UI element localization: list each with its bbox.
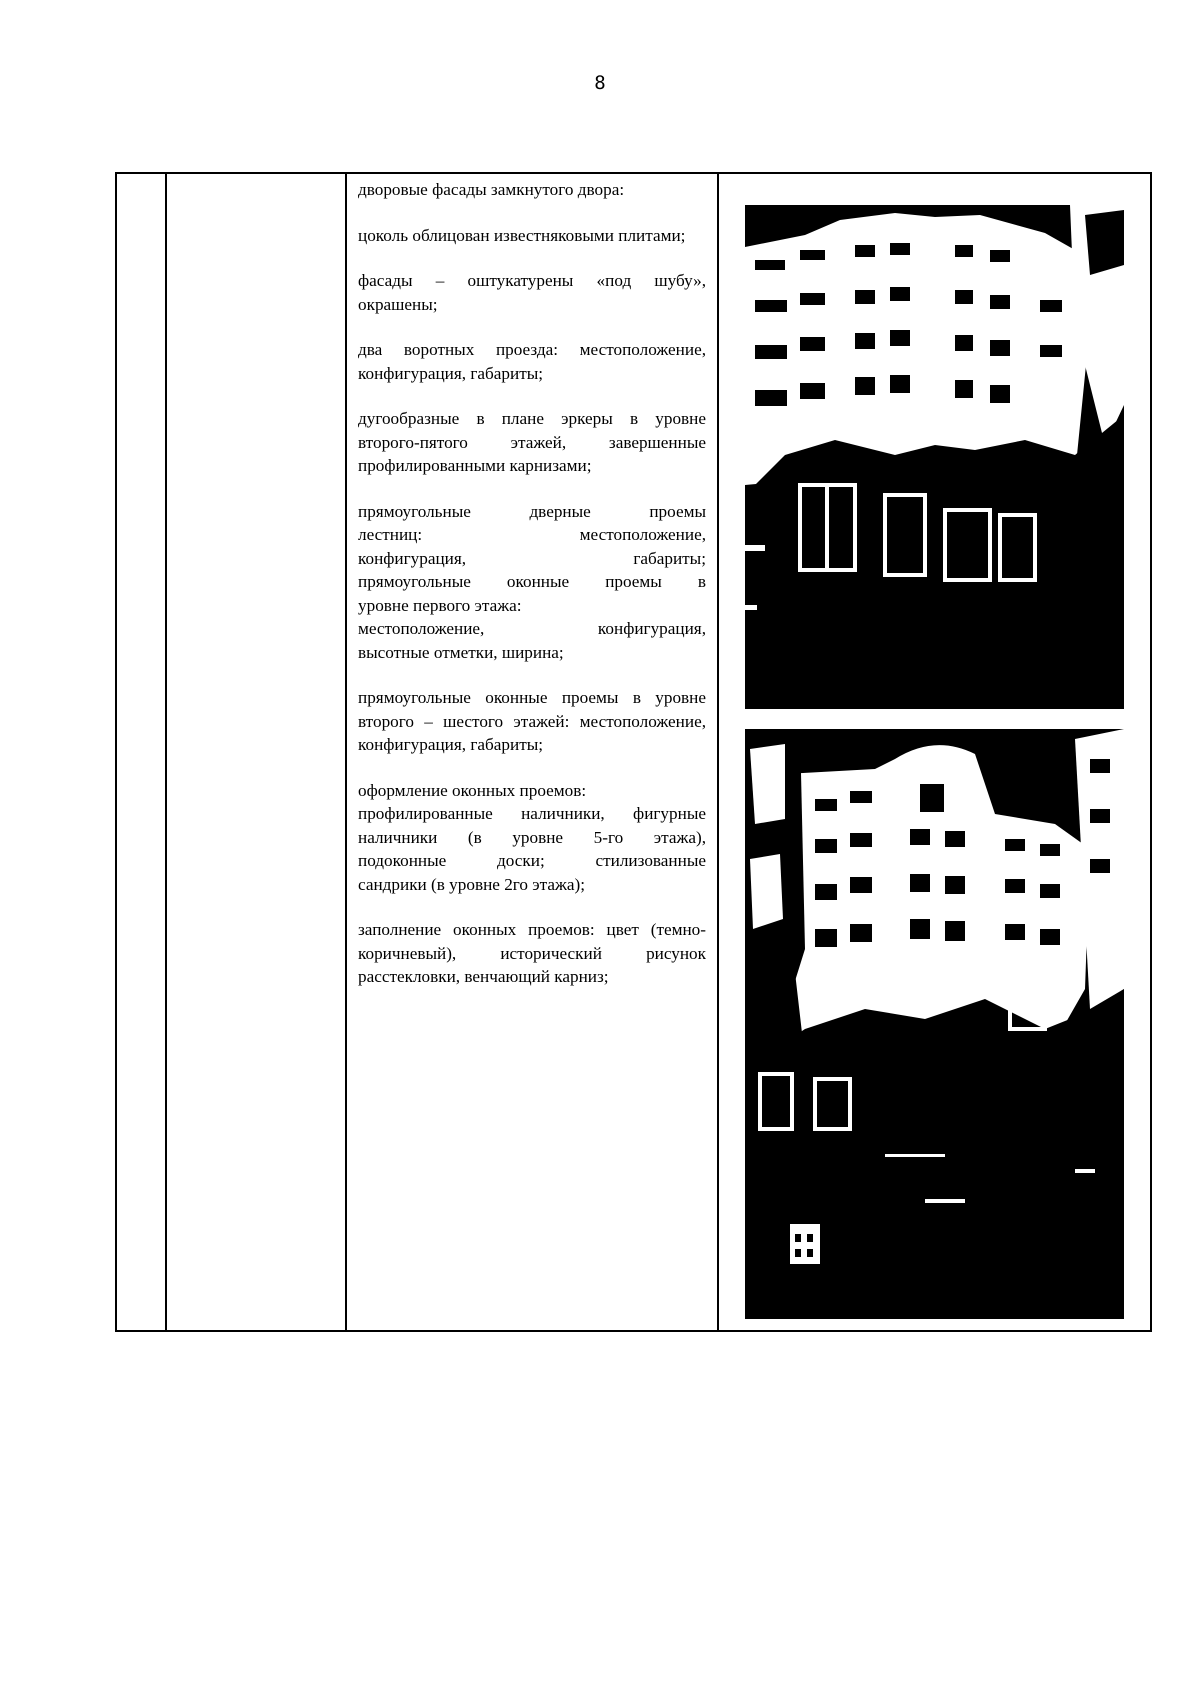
number-cell xyxy=(116,173,166,1331)
text-line: уровне первого этажа: xyxy=(358,595,522,615)
text-line: оформление оконных проемов: xyxy=(358,780,587,800)
text-line: подоконные доски; стилизованные xyxy=(358,851,706,870)
item-upper-windows: прямоугольные оконные проемы в уровне второго – шестого этажей: местоположение, конфигурация, габариты; xyxy=(358,688,706,754)
photo-cell xyxy=(718,173,1151,1331)
facade-photo-2-image xyxy=(745,729,1124,1319)
facade-photo-1 xyxy=(745,205,1124,709)
item-heading: дворовые фасады замкнутого двора: xyxy=(358,180,625,199)
table-row xyxy=(116,173,1151,1331)
item-door-openings xyxy=(358,500,706,665)
item-bay-windows: дугообразные в плане эркеры в уровне второго-пятого этажей, завершенные профилированными карнизами; xyxy=(358,409,706,475)
name-cell xyxy=(166,173,346,1331)
facade-photo-2 xyxy=(745,729,1124,1319)
page-number: 8 xyxy=(594,72,606,94)
item-gateways: два воротных проезда: местоположение, конфигурация, габариты; xyxy=(358,340,706,383)
text-line: наличники (в уровне 5-го этажа), xyxy=(358,827,706,847)
description-text xyxy=(347,174,717,989)
text-line: лестниц: местоположение, xyxy=(358,525,706,544)
photo-column xyxy=(719,174,1150,1330)
text-line: сандрики (в уровне 2го этажа); xyxy=(358,874,586,894)
text-line: высотные отметки, ширина; xyxy=(358,642,564,662)
text-line: профилированные наличники, фигурные xyxy=(358,804,706,823)
text-line: прямоугольные дверные проемы xyxy=(358,501,706,521)
item-window-decor xyxy=(358,779,706,897)
item-window-fill: заполнение оконных проемов: цвет (темно-коричневый), исторический рисунок расстекловки, венчающий карниз; xyxy=(358,920,706,986)
text-line: прямоугольные оконные проемы в xyxy=(358,572,706,591)
item-facades: фасады – оштукатурены «под шубу», окрашены; xyxy=(358,271,706,314)
text-line: местоположение, конфигурация, xyxy=(358,619,706,638)
text-line: конфигурация, габариты; xyxy=(358,548,706,568)
description-cell xyxy=(346,173,718,1331)
item-socle: цоколь облицован известняковыми плитами; xyxy=(358,225,686,245)
object-table xyxy=(115,172,1152,1332)
facade-photo-1-image xyxy=(745,205,1124,709)
